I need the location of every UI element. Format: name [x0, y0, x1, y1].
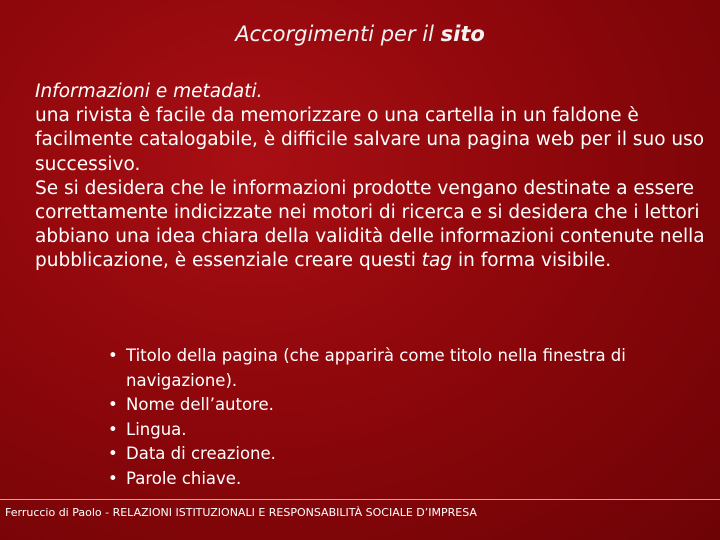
paragraph-two-end: in forma visibile. — [452, 250, 612, 272]
list-item-text: Nome dell’autore. — [126, 395, 274, 414]
paragraph-two-tag-word: tag — [421, 250, 453, 272]
paragraph-two-start: Se si desidera che le informazioni prodotte vengano destinate a essere correttamente indicizzate nei motori di ricerca e si desidera che i lettori abbiano una idea chiara della validità delle informazioni contenute nella pubblicazione, è essenziale creare questi — [35, 177, 705, 272]
paragraph-two — [35, 177, 705, 274]
list-item-text: Data di creazione. — [126, 444, 276, 463]
bullet-icon: • — [108, 395, 118, 414]
list-item — [106, 418, 666, 443]
section-subtitle: Informazioni e metadati. — [35, 81, 263, 102]
slide-title-bold-word: sito — [440, 22, 485, 46]
list-item — [106, 442, 666, 467]
slide-title — [0, 22, 720, 46]
paragraph-one: una rivista è facile da memorizzare o una cartella in un faldone è facilmente catalogabile, è difficile salvare una pagina web per il suo uso successivo. — [35, 105, 705, 175]
bullet-icon: • — [108, 346, 118, 365]
list-item — [106, 393, 666, 418]
bullet-icon: • — [108, 444, 118, 463]
slide-body — [35, 80, 705, 274]
bullet-icon: • — [108, 468, 118, 488]
footer-text: Ferruccio di Paolo - RELAZIONI ISTITUZIONALI E RESPONSABILITÀ SOCIALE D’IMPRESA — [5, 506, 477, 519]
bullet-icon: • — [108, 419, 118, 439]
list-item-text: Titolo della pagina (che apparirà come titolo nella finestra di navigazione). — [126, 346, 626, 390]
list-item-text: Parole chiave. — [126, 468, 242, 488]
footer-divider — [0, 499, 720, 500]
list-item — [106, 467, 666, 492]
bullet-list — [106, 344, 666, 491]
slide-title-text: Accorgimenti per il — [235, 22, 441, 46]
list-item — [106, 344, 666, 393]
list-item-text: Lingua. — [126, 419, 187, 439]
